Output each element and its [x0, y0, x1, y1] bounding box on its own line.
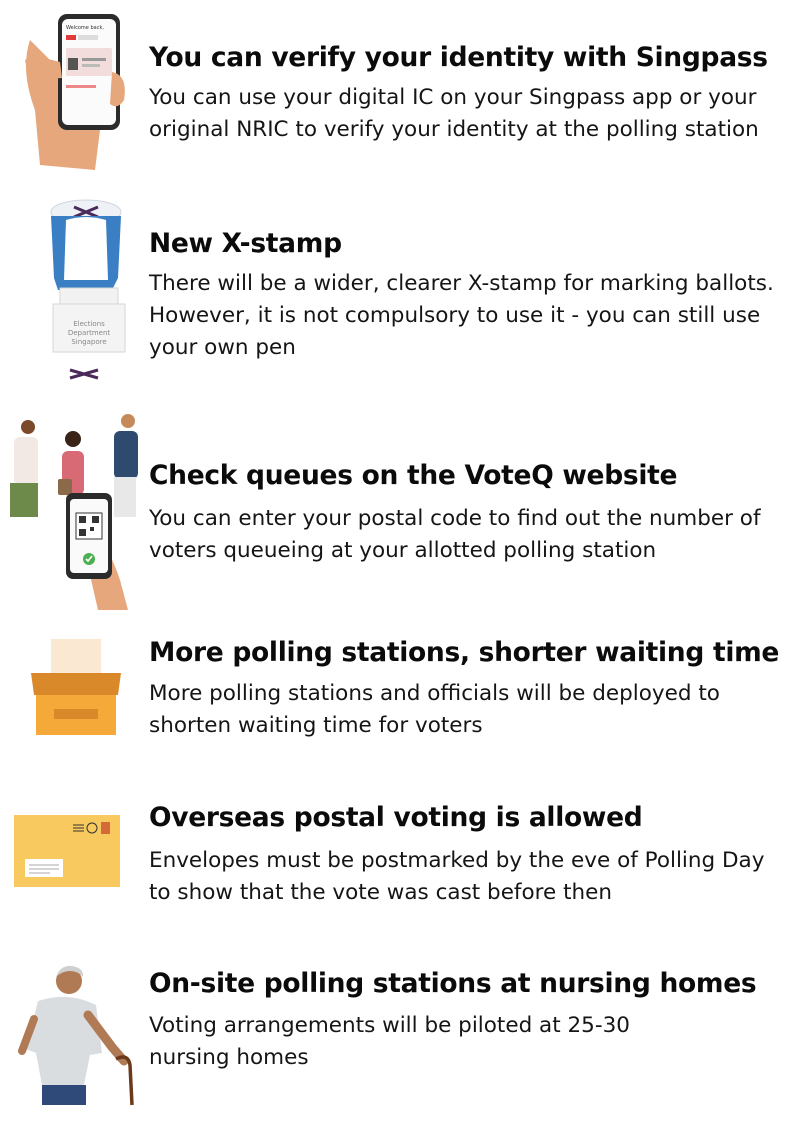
- item-stations: [0, 615, 800, 765]
- item-postal: [0, 785, 800, 935]
- desc-line: shorten waiting time for voters: [149, 713, 483, 738]
- queue-with-phone-icon: [0, 405, 150, 610]
- ballot-box-icon: [0, 615, 140, 755]
- desc-line: nursing homes: [149, 1045, 309, 1070]
- item-title: Overseas postal voting is allowed: [149, 802, 643, 833]
- item-singpass: [0, 0, 800, 180]
- item-title: Check queues on the VoteQ website: [149, 460, 678, 491]
- x-stamp-icon: [0, 180, 140, 385]
- desc-line: You can enter your postal code to find out the number of: [149, 506, 761, 531]
- item-description: [149, 503, 789, 567]
- desc-line: Envelopes must be postmarked by the eve of Polling Day: [149, 848, 765, 873]
- item-voteq: [0, 405, 800, 610]
- item-title: On-site polling stations at nursing homes: [149, 968, 757, 999]
- stamp-label-line: Elections: [73, 320, 105, 328]
- item-description: [149, 268, 789, 364]
- item-description: [149, 82, 789, 146]
- desc-line: your own pen: [149, 335, 296, 360]
- svg-text:Welcome back,: Welcome back,: [66, 25, 104, 31]
- desc-line: Voting arrangements will be piloted at 25-30: [149, 1013, 630, 1038]
- item-xstamp: [0, 180, 800, 390]
- item-title: New X-stamp: [149, 228, 342, 259]
- elderly-man-with-cane-icon: [0, 955, 145, 1115]
- envelope-icon: [0, 785, 140, 905]
- desc-line: However, it is not compulsory to use it - you can still use: [149, 303, 761, 328]
- desc-line: There will be a wider, clearer X-stamp for marking ballots.: [149, 271, 774, 296]
- desc-line: More polling stations and officials will be deployed to: [149, 681, 720, 706]
- item-description: [149, 678, 789, 742]
- phone-in-hand-icon: [0, 0, 140, 175]
- desc-line: voters queueing at your allotted polling station: [149, 538, 657, 563]
- item-description: [149, 1010, 789, 1074]
- desc-line: You can use your digital IC on your Singpass app or your: [149, 85, 757, 110]
- stamp-label-text: [53, 320, 125, 347]
- item-title: More polling stations, shorter waiting time: [149, 637, 780, 668]
- item-description: [149, 845, 789, 909]
- stamp-label-line: Department: [67, 329, 111, 337]
- desc-line: to show that the vote was cast before then: [149, 880, 612, 905]
- item-nursing: [0, 955, 800, 1139]
- stamp-label-line: Singapore: [71, 338, 107, 346]
- item-title: You can verify your identity with Singpass: [149, 42, 768, 73]
- desc-line: original NRIC to verify your identity at the polling station: [149, 117, 759, 142]
